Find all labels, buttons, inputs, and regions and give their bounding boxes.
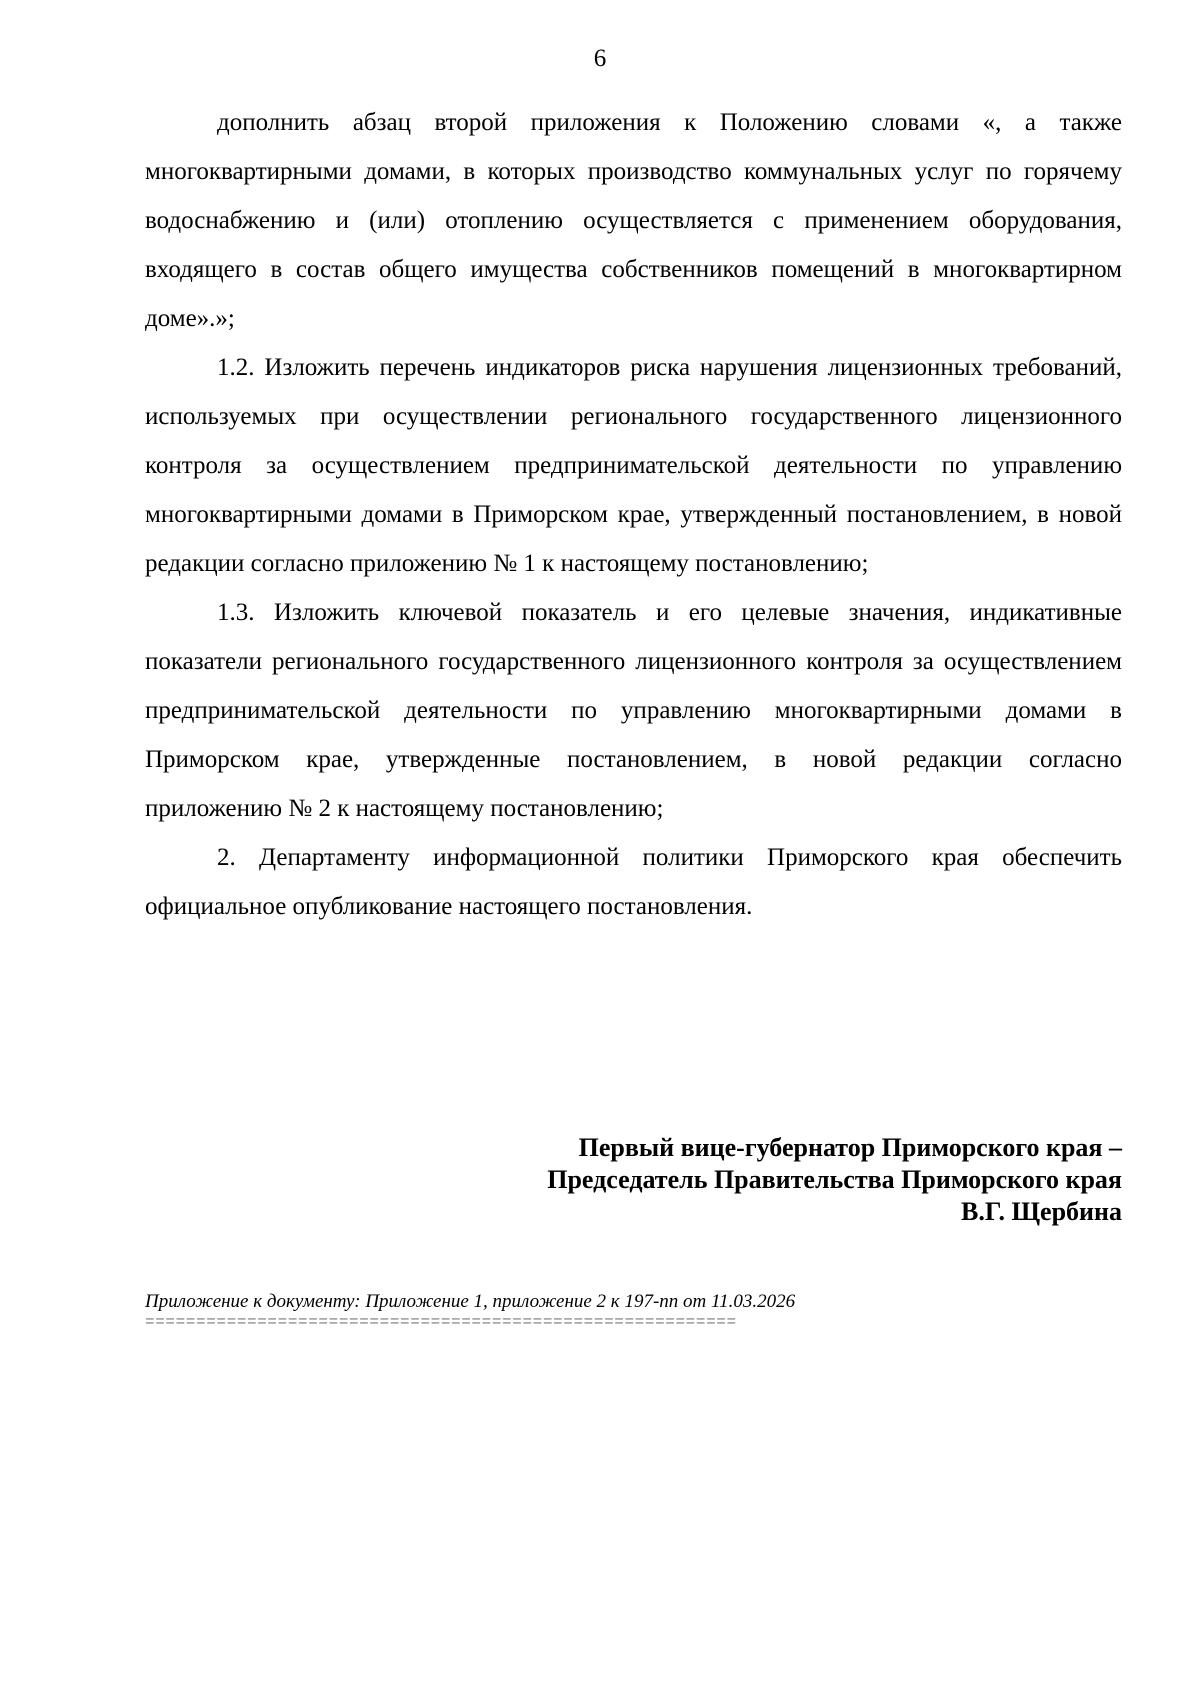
page-number: 6 — [593, 45, 607, 72]
attachment-note: Приложение к документу: Приложение 1, приложение 2 к 197-пп от 11.03.2026 — [145, 1291, 796, 1312]
document-body — [145, 98, 1122, 931]
signatory-position-line1: Первый вице-губернатор Приморского края – — [578, 1133, 1122, 1162]
paragraph-1-2: 1.2. Изложить перечень индикаторов риска нарушения лицензионных требований, используемых при осуществлении регионального государственного лицензионного контроля за осуществлением предпринимательской деятельности по управлению многоквартирными домами в Приморском крае, утвержденный постановлением, в новой редакции согласно приложению № 1 к настоящему постановлению; — [145, 354, 1122, 577]
signatory-name: В.Г. Щербина — [961, 1197, 1122, 1226]
paragraph-addendum: дополнить абзац второй приложения к Положению словами «, а также многоквартирными домами, в которых производство коммунальных услуг по горячему водоснабжению и (или) отоплению осуществляется с применением оборудования, входящего в состав общего имущества собственников помещений в многоквартирном доме».»; — [145, 109, 1122, 332]
paragraph-1-3: 1.3. Изложить ключевой показатель и его целевые значения, индикативные показатели регионального государственного лицензионного контроля за осуществлением предпринимательской деятельности по управлению многоквартирными домами в Приморском крае, утвержденные постановлением, в новой редакции согласно приложению № 2 к настоящему постановлению; — [145, 599, 1122, 822]
paragraph-2: 2. Департаменту информационной политики Приморского края обеспечить официальное опубликование настоящего постановления. — [145, 844, 1122, 920]
signatory-position-line2: Председатель Правительства Приморского края — [547, 1165, 1122, 1194]
separator-line: ========================================================== — [145, 1313, 737, 1331]
signature-block — [547, 1132, 1122, 1228]
